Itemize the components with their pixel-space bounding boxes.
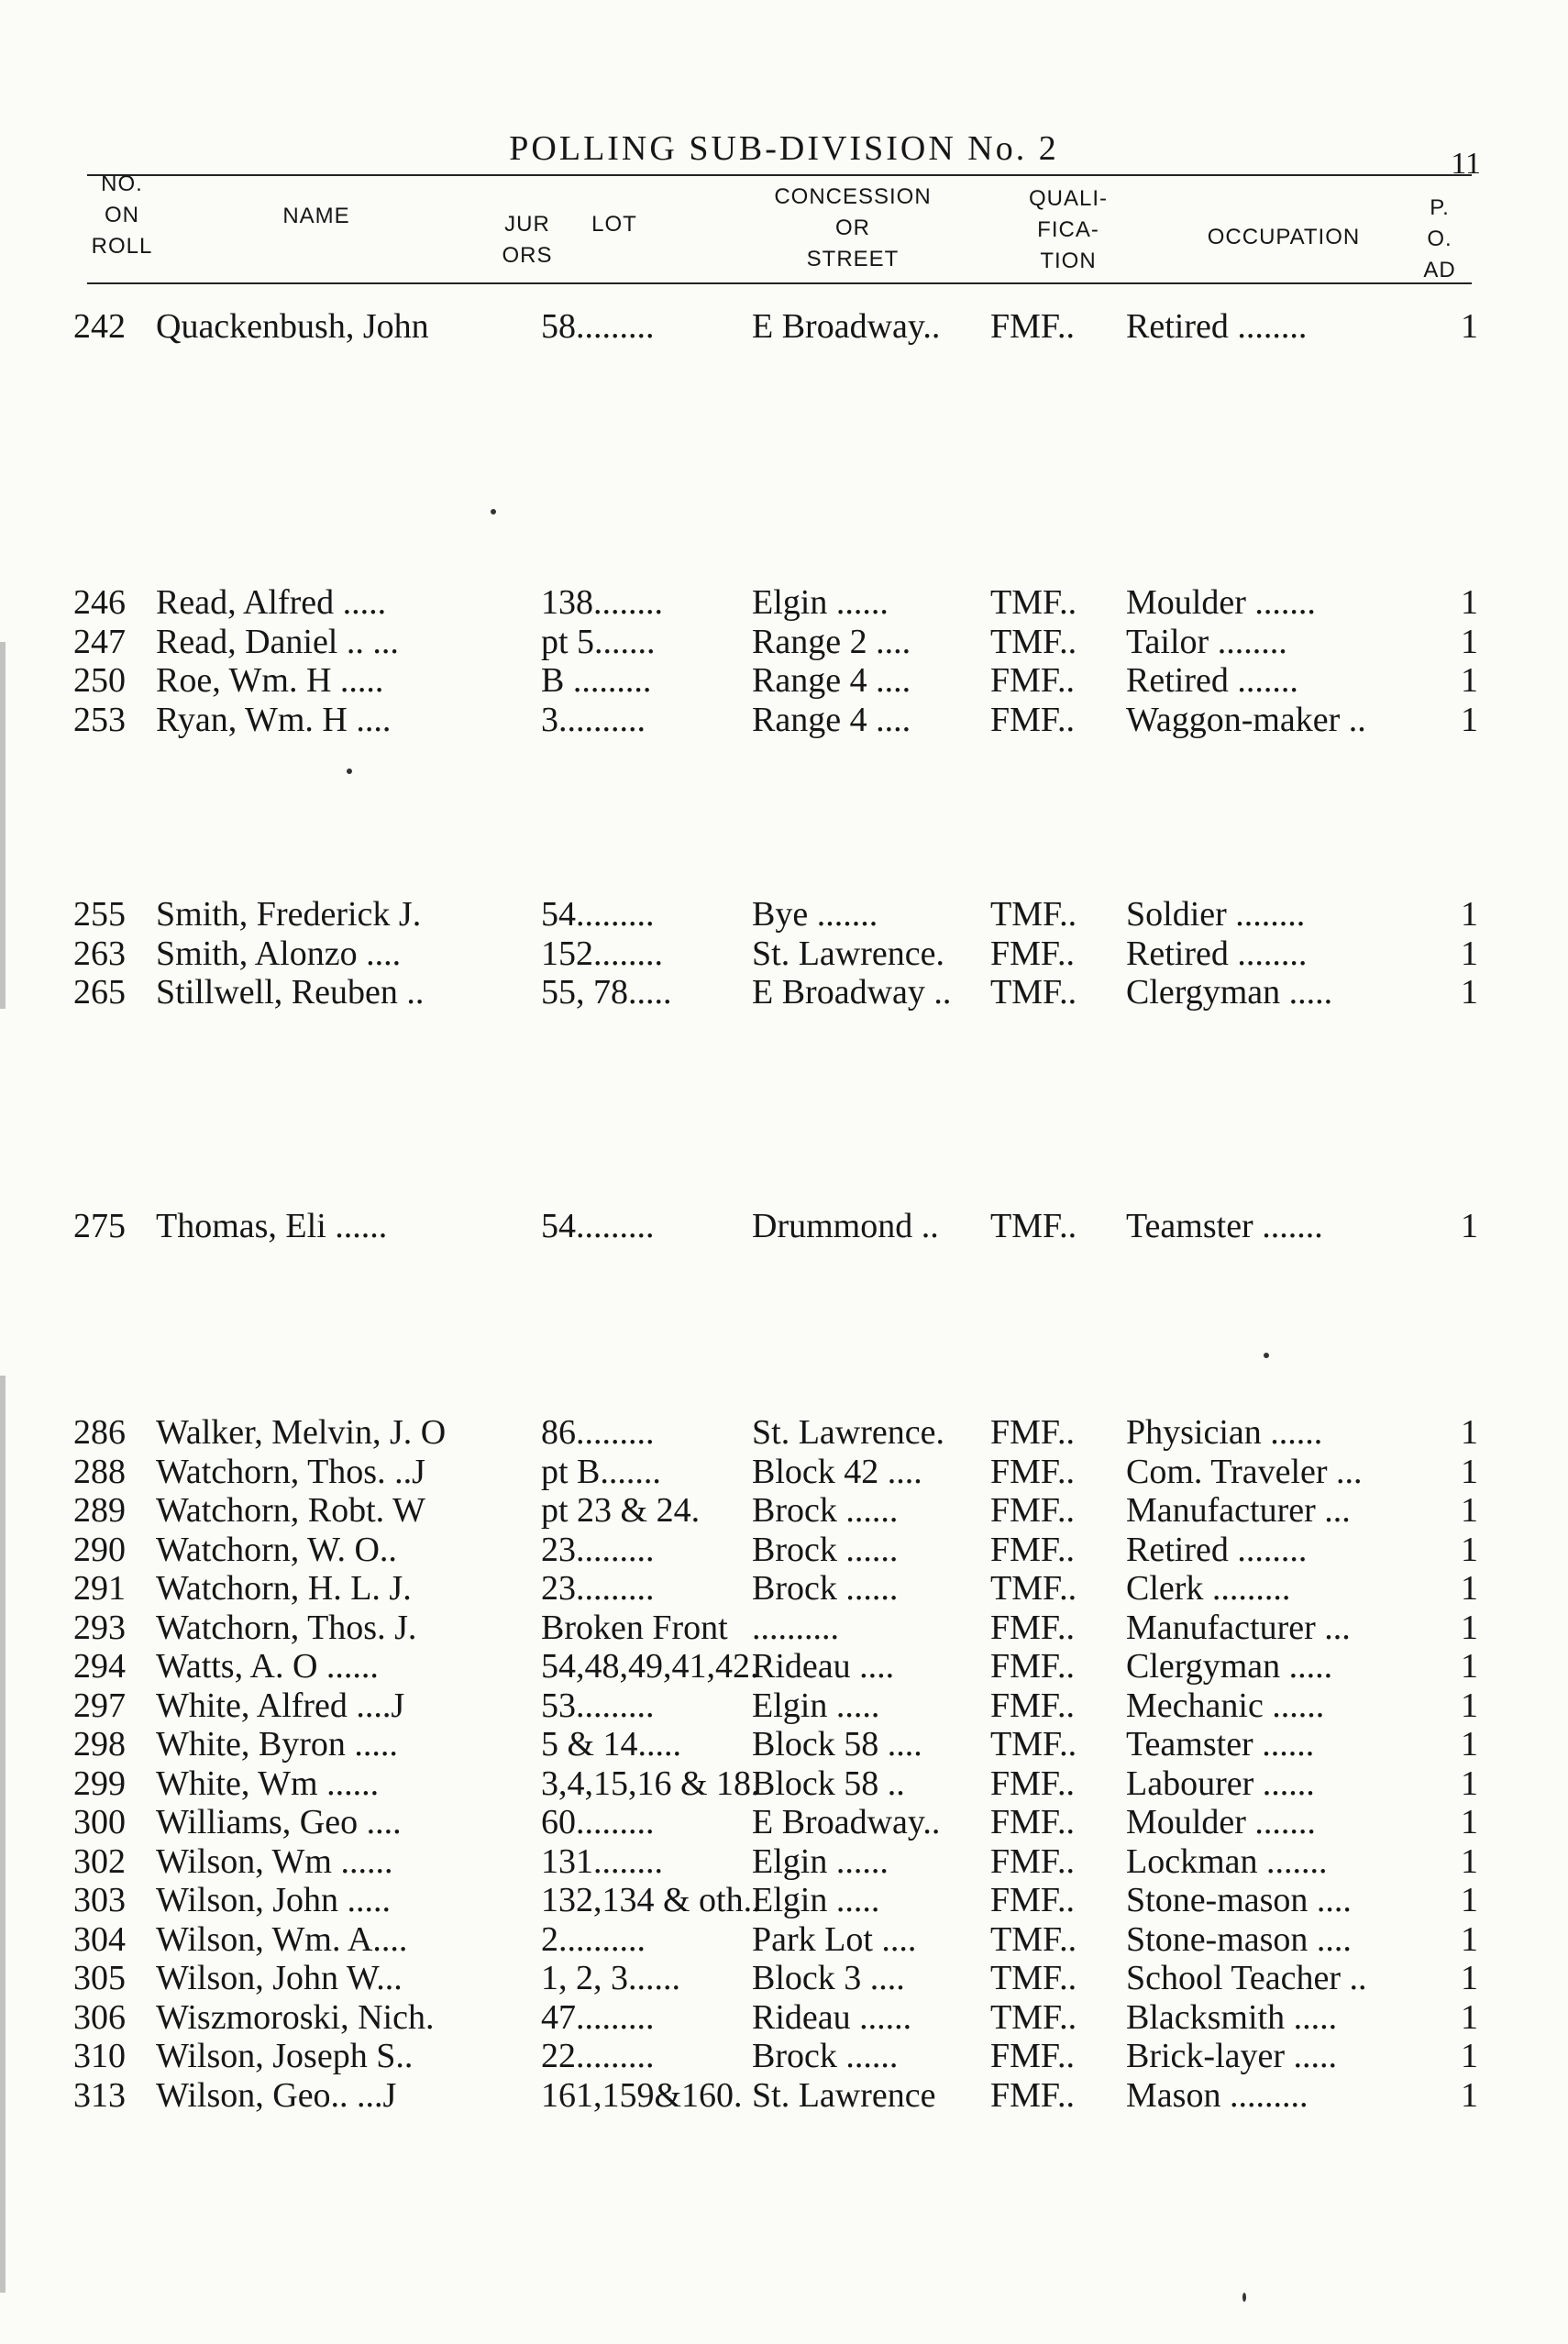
- voter-name: Wilson, John W...: [156, 1959, 403, 1997]
- voter-row: [0, 894, 1568, 934]
- voter-row: [0, 1724, 1568, 1764]
- roll-number: 306: [73, 1997, 126, 2037]
- concession-street: Range 2 ....: [752, 622, 911, 661]
- voter-row: [0, 1841, 1568, 1882]
- po-ad: 1: [1461, 1686, 1478, 1725]
- occupation: Clerk .........: [1126, 1569, 1291, 1608]
- voter-name: Read, Daniel .. ...: [156, 622, 399, 661]
- occupation: Manufacturer ...: [1126, 1491, 1351, 1530]
- lot: 23.........: [541, 1569, 655, 1608]
- scan-speck: [1264, 1353, 1269, 1358]
- po-ad: 1: [1461, 1997, 1478, 2037]
- voter-name: Wilson, Geo.. ...J: [156, 2075, 397, 2115]
- voter-row: [0, 934, 1568, 974]
- roll-number: 313: [73, 2075, 126, 2115]
- po-ad: 1: [1461, 1413, 1478, 1452]
- voter-row: [0, 582, 1568, 623]
- lot: 3,4,15,16 & 18.: [541, 1764, 760, 1803]
- voter-row: [0, 1608, 1568, 1648]
- lot: 1, 2, 3......: [541, 1959, 680, 1997]
- lot: 152........: [541, 934, 663, 973]
- roll-number: 304: [73, 1919, 126, 1959]
- occupation: Moulder .......: [1126, 583, 1316, 622]
- qualification: TMF..: [990, 583, 1077, 622]
- voter-name: Williams, Geo ....: [156, 1803, 402, 1841]
- qualification: FMF..: [990, 307, 1076, 346]
- occupation: Brick-layer .....: [1126, 2037, 1338, 2075]
- po-ad: 1: [1461, 1452, 1478, 1491]
- qualification: FMF..: [990, 1491, 1076, 1530]
- occupation: Clergyman .....: [1126, 1647, 1333, 1686]
- roll-number: 250: [73, 661, 126, 700]
- occupation: Clergyman .....: [1126, 973, 1333, 1012]
- concession-street: St. Lawrence: [752, 2075, 936, 2115]
- col-header-name: NAME: [282, 204, 350, 228]
- qualification: FMF..: [990, 1881, 1076, 1919]
- concession-street: Park Lot ....: [752, 1919, 917, 1959]
- lot: Broken Front: [541, 1608, 728, 1647]
- qualification: TMF..: [990, 973, 1077, 1012]
- occupation: Physician ......: [1126, 1413, 1323, 1452]
- lot: 2..........: [541, 1919, 646, 1959]
- concession-street: Elgin .....: [752, 1881, 880, 1919]
- concession-street: Block 3 ....: [752, 1959, 905, 1997]
- concession-street: Range 4 ....: [752, 661, 911, 700]
- voter-row: [0, 1764, 1568, 1804]
- lot: 58.........: [541, 307, 655, 346]
- concession-street: St. Lawrence.: [752, 1413, 944, 1452]
- voter-name: Thomas, Eli ......: [156, 1207, 388, 1245]
- lot: 60.........: [541, 1803, 655, 1841]
- po-ad: 1: [1461, 1530, 1478, 1569]
- concession-street: Brock ......: [752, 1569, 899, 1608]
- po-ad: 1: [1461, 583, 1478, 622]
- concession-street: Brock ......: [752, 1530, 899, 1569]
- concession-street: Elgin ......: [752, 1841, 889, 1881]
- qualification: FMF..: [990, 1413, 1076, 1452]
- lot: 54.........: [541, 1207, 655, 1245]
- roll-number: 247: [73, 622, 126, 661]
- voter-name: Wiszmoroski, Nich.: [156, 1997, 435, 2037]
- voter-name: Watchorn, Thos. ..J: [156, 1452, 425, 1491]
- po-ad: 1: [1461, 622, 1478, 661]
- lot: 22.........: [541, 2037, 655, 2075]
- occupation: Waggon-maker ..: [1126, 700, 1366, 739]
- po-ad: 1: [1461, 1881, 1478, 1919]
- voter-row: [0, 1412, 1568, 1453]
- lot: 53.........: [541, 1686, 655, 1725]
- voter-row: [0, 2075, 1568, 2116]
- lot: 131........: [541, 1841, 663, 1881]
- lot: 86.........: [541, 1413, 655, 1452]
- roll-number: 298: [73, 1725, 126, 1764]
- concession-street: Block 58 ....: [752, 1725, 922, 1764]
- voter-name: Watchorn, Robt. W: [156, 1491, 425, 1530]
- qualification: TMF..: [990, 1207, 1077, 1245]
- occupation: Moulder .......: [1126, 1803, 1316, 1841]
- col-header-occupation: OCCUPATION: [1207, 225, 1361, 249]
- voter-row: [0, 1490, 1568, 1531]
- qualification: FMF..: [990, 700, 1076, 739]
- qualification: FMF..: [990, 1647, 1076, 1686]
- voter-row: [0, 1997, 1568, 2038]
- voter-name: Read, Alfred .....: [156, 583, 387, 622]
- page-number: 11: [1451, 147, 1481, 181]
- voter-name: Watts, A. O ......: [156, 1647, 379, 1686]
- qualification: TMF..: [990, 1919, 1077, 1959]
- scan-edge-mark: [0, 642, 6, 1009]
- voter-row: [0, 1919, 1568, 1960]
- qualification: FMF..: [990, 2075, 1076, 2115]
- occupation: Mason .........: [1126, 2075, 1309, 2115]
- voter-row: [0, 1568, 1568, 1609]
- lot: 132,134 & oth..: [541, 1881, 761, 1919]
- po-ad: 1: [1461, 1207, 1478, 1245]
- concession-street: Brock ......: [752, 1491, 899, 1530]
- po-ad: 1: [1461, 934, 1478, 973]
- roll-number: 289: [73, 1491, 126, 1530]
- po-ad: 1: [1461, 1764, 1478, 1803]
- header-rule-top: [87, 174, 1472, 176]
- roll-number: 310: [73, 2037, 126, 2075]
- voter-row: [0, 700, 1568, 740]
- occupation: Retired .......: [1126, 661, 1298, 700]
- occupation: School Teacher ..: [1126, 1959, 1367, 1997]
- roll-number: 253: [73, 700, 126, 739]
- lot: 54.........: [541, 895, 655, 934]
- qualification: FMF..: [990, 1803, 1076, 1841]
- voter-row: [0, 1802, 1568, 1842]
- concession-street: Rideau ....: [752, 1647, 895, 1686]
- po-ad: 1: [1461, 895, 1478, 934]
- concession-street: Drummond ..: [752, 1207, 939, 1245]
- scan-speck: [347, 768, 352, 774]
- voter-name: Walker, Melvin, J. O: [156, 1413, 447, 1452]
- col-header-lot: LOT: [591, 212, 637, 237]
- concession-street: Range 4 ....: [752, 700, 911, 739]
- po-ad: 1: [1461, 2075, 1478, 2115]
- voter-name: Smith, Frederick J.: [156, 895, 422, 934]
- concession-street: Elgin ......: [752, 583, 889, 622]
- occupation: Retired ........: [1126, 934, 1308, 973]
- concession-street: Rideau ......: [752, 1997, 912, 2037]
- col-header-no-on-roll: NO. ON ROLL: [91, 171, 153, 259]
- qualification: TMF..: [990, 622, 1077, 661]
- qualification: TMF..: [990, 1959, 1077, 1997]
- qualification: TMF..: [990, 895, 1077, 934]
- po-ad: 1: [1461, 1803, 1478, 1841]
- concession-street: Brock ......: [752, 2037, 899, 2075]
- concession-street: E Broadway ..: [752, 973, 952, 1012]
- occupation: Manufacturer ...: [1126, 1608, 1351, 1647]
- roll-number: 300: [73, 1803, 126, 1841]
- po-ad: 1: [1461, 307, 1478, 346]
- occupation: Com. Traveler ...: [1126, 1452, 1363, 1491]
- lot: B .........: [541, 661, 652, 700]
- voter-row: [0, 2036, 1568, 2076]
- po-ad: 1: [1461, 973, 1478, 1012]
- concession-street: E Broadway..: [752, 307, 941, 346]
- concession-street: Block 58 ..: [752, 1764, 905, 1803]
- concession-street: St. Lawrence.: [752, 934, 944, 973]
- col-header-concession: CONCESSION OR STREET: [774, 184, 932, 271]
- scan-speck: [1242, 2293, 1246, 2302]
- po-ad: 1: [1461, 1491, 1478, 1530]
- roll-number: 246: [73, 583, 126, 622]
- qualification: FMF..: [990, 1530, 1076, 1569]
- po-ad: 1: [1461, 1608, 1478, 1647]
- po-ad: 1: [1461, 661, 1478, 700]
- qualification: TMF..: [990, 1569, 1077, 1608]
- lot: pt 23 & 24.: [541, 1491, 701, 1530]
- roll-number: 294: [73, 1647, 126, 1686]
- occupation: Stone-mason ....: [1126, 1881, 1352, 1919]
- qualification: FMF..: [990, 1452, 1076, 1491]
- voter-row: [0, 1452, 1568, 1492]
- voter-row: [0, 972, 1568, 1012]
- roll-number: 297: [73, 1686, 126, 1725]
- qualification: TMF..: [990, 1725, 1077, 1764]
- occupation: Stone-mason ....: [1126, 1919, 1352, 1959]
- qualification: FMF..: [990, 1686, 1076, 1725]
- po-ad: 1: [1461, 1569, 1478, 1608]
- concession-street: Elgin .....: [752, 1686, 880, 1725]
- occupation: Retired ........: [1126, 307, 1308, 346]
- header-rule-bottom: [87, 282, 1472, 284]
- voter-row: [0, 1206, 1568, 1246]
- roll-number: 290: [73, 1530, 126, 1569]
- qualification: FMF..: [990, 661, 1076, 700]
- voter-row: [0, 306, 1568, 347]
- voter-name: Roe, Wm. H .....: [156, 661, 384, 700]
- roll-number: 275: [73, 1207, 126, 1245]
- qualification: FMF..: [990, 1841, 1076, 1881]
- po-ad: 1: [1461, 700, 1478, 739]
- voter-name: Wilson, Wm. A....: [156, 1919, 408, 1959]
- voter-name: Wilson, Joseph S..: [156, 2037, 414, 2075]
- voter-name: Watchorn, H. L. J.: [156, 1569, 412, 1608]
- qualification: FMF..: [990, 1764, 1076, 1803]
- roll-number: 265: [73, 973, 126, 1012]
- po-ad: 1: [1461, 1647, 1478, 1686]
- lot: pt B.......: [541, 1452, 661, 1491]
- occupation: Teamster .......: [1126, 1207, 1323, 1245]
- qualification: FMF..: [990, 934, 1076, 973]
- voter-name: White, Alfred ....J: [156, 1686, 405, 1725]
- scan-edge-mark: [0, 1376, 6, 2293]
- voter-name: Ryan, Wm. H ....: [156, 700, 392, 739]
- occupation: Blacksmith .....: [1126, 1997, 1338, 2037]
- occupation: Lockman .......: [1126, 1841, 1328, 1881]
- qualification: TMF..: [990, 1997, 1077, 2037]
- concession-street: ..........: [752, 1608, 839, 1647]
- voter-row: [0, 1880, 1568, 1920]
- voter-row: [0, 660, 1568, 701]
- roll-number: 286: [73, 1413, 126, 1452]
- qualification: FMF..: [990, 2037, 1076, 2075]
- lot: 54,48,49,41,42.: [541, 1647, 759, 1686]
- voter-name: Stillwell, Reuben ..: [156, 973, 425, 1012]
- voter-name: Watchorn, Thos. J.: [156, 1608, 417, 1647]
- page-title: POLLING SUB-DIVISION No. 2: [509, 129, 1059, 168]
- voter-name: Quackenbush, John: [156, 307, 429, 346]
- roll-number: 263: [73, 934, 126, 973]
- lot: 138........: [541, 583, 663, 622]
- po-ad: 1: [1461, 1841, 1478, 1881]
- voter-name: Watchorn, W. O..: [156, 1530, 397, 1569]
- voter-name: Smith, Alonzo ....: [156, 934, 402, 973]
- occupation: Tailor ........: [1126, 622, 1287, 661]
- col-header-jurors: JUR ORS: [502, 212, 553, 268]
- occupation: Soldier ........: [1126, 895, 1306, 934]
- voter-row: [0, 1686, 1568, 1726]
- roll-number: 288: [73, 1452, 126, 1491]
- concession-street: E Broadway..: [752, 1803, 941, 1841]
- occupation: Mechanic ......: [1126, 1686, 1325, 1725]
- lot: 55, 78.....: [541, 973, 672, 1012]
- voter-row: [0, 1646, 1568, 1686]
- voter-row: [0, 1530, 1568, 1570]
- occupation: Teamster ......: [1126, 1725, 1315, 1764]
- scan-speck: [491, 509, 496, 514]
- lot: 3..........: [541, 700, 646, 739]
- roll-number: 255: [73, 895, 126, 934]
- lot: 161,159&160.: [541, 2075, 743, 2115]
- lot: 47.........: [541, 1997, 655, 2037]
- concession-street: Bye .......: [752, 895, 878, 934]
- roll-number: 302: [73, 1841, 126, 1881]
- voter-name: Wilson, John .....: [156, 1881, 392, 1919]
- roll-number: 293: [73, 1608, 126, 1647]
- roll-number: 299: [73, 1764, 126, 1803]
- roll-number: 291: [73, 1569, 126, 1608]
- col-header-qualification: QUALI- FICA- TION: [1028, 186, 1108, 273]
- concession-street: Block 42 ....: [752, 1452, 922, 1491]
- qualification: FMF..: [990, 1608, 1076, 1647]
- lot: 5 & 14.....: [541, 1725, 682, 1764]
- voter-row: [0, 622, 1568, 662]
- occupation: Labourer ......: [1126, 1764, 1315, 1803]
- roll-number: 242: [73, 307, 126, 346]
- roll-number: 305: [73, 1959, 126, 1997]
- col-header-po-ad: P. O. AD: [1423, 195, 1456, 282]
- lot: pt 5.......: [541, 622, 656, 661]
- po-ad: 1: [1461, 2037, 1478, 2075]
- po-ad: 1: [1461, 1725, 1478, 1764]
- roll-number: 303: [73, 1881, 126, 1919]
- voter-name: White, Wm ......: [156, 1764, 380, 1803]
- occupation: Retired ........: [1126, 1530, 1308, 1569]
- voter-name: Wilson, Wm ......: [156, 1841, 393, 1881]
- lot: 23.........: [541, 1530, 655, 1569]
- po-ad: 1: [1461, 1919, 1478, 1959]
- po-ad: 1: [1461, 1959, 1478, 1997]
- voter-row: [0, 1958, 1568, 1998]
- voter-name: White, Byron .....: [156, 1725, 398, 1764]
